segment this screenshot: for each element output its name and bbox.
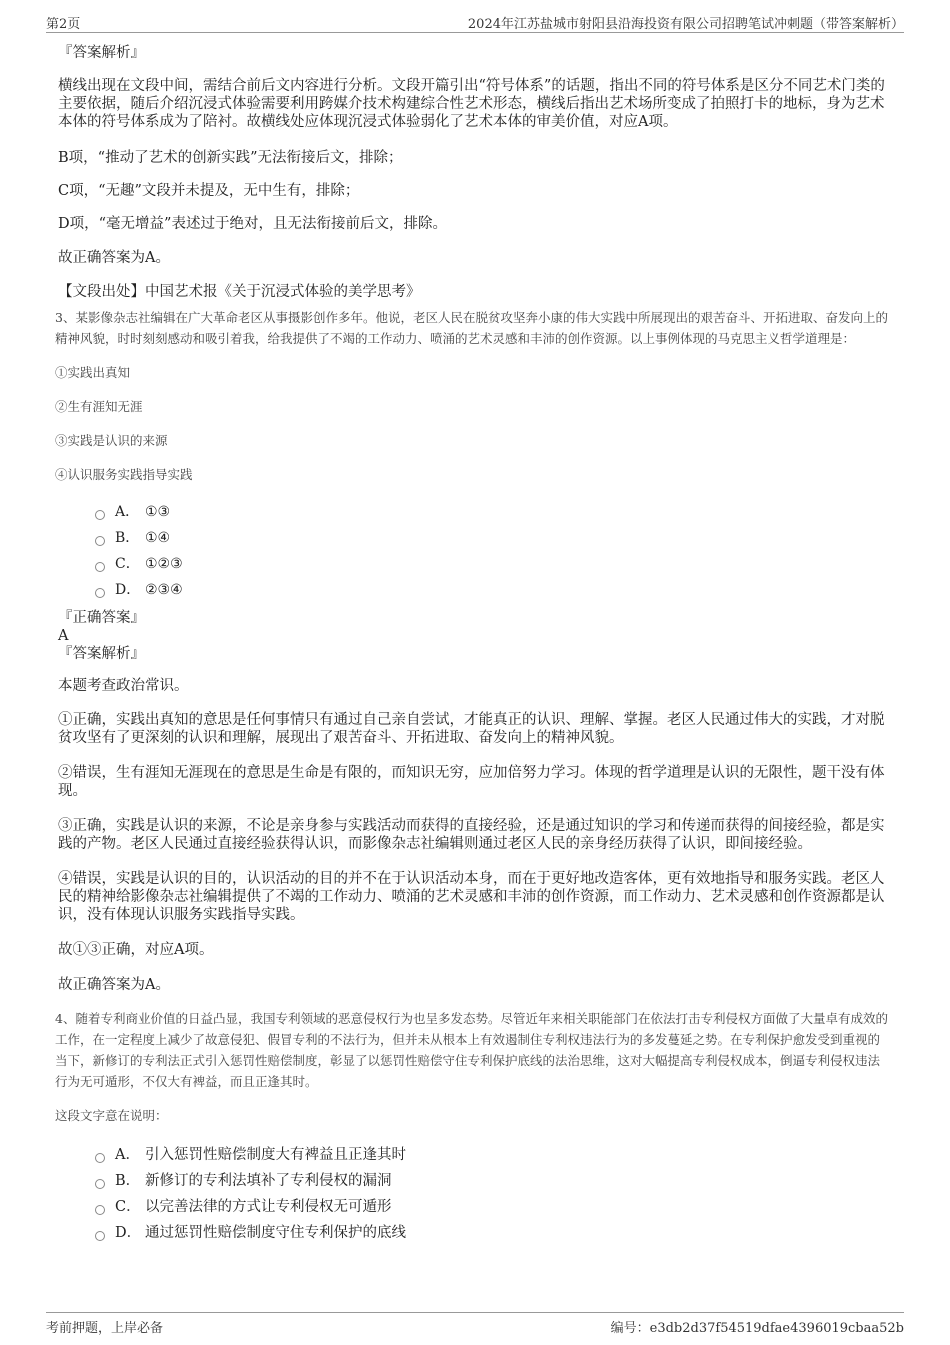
choice-b[interactable]: B． ①④ bbox=[95, 525, 892, 551]
q3-answer-block bbox=[55, 609, 892, 994]
footer-slogan: 考前押题，上岸必备 bbox=[46, 1321, 164, 1336]
analysis-paragraph: ②错误，生有涯知无涯现在的意思是生命是有限的，而知识无穷，应加倍努力学习。体现的哲学道理是认识的无限性，题干没有体现。 bbox=[58, 765, 885, 799]
question-4 bbox=[55, 1008, 892, 1246]
q2-analysis bbox=[55, 44, 892, 301]
radio-button[interactable] bbox=[95, 1231, 105, 1241]
answer-choices bbox=[55, 499, 892, 603]
radio-button[interactable] bbox=[95, 1153, 105, 1163]
analysis-paragraph: 故正确答案为A。 bbox=[58, 250, 170, 266]
analysis-paragraph: 故①③正确，对应A项。 bbox=[58, 942, 214, 958]
correct-answer-heading: 『正确答案』 bbox=[58, 610, 145, 626]
choice-c[interactable]: C． 以完善法律的方式让专利侵权无可遁形 bbox=[95, 1194, 892, 1220]
document-title: 2024年江苏盐城市射阳县沿海投资有限公司招聘笔试冲刺题（带答案解析） bbox=[467, 17, 904, 32]
analysis-paragraph: ④错误，实践是认识的目的，认识活动的目的并不在于认识活动本身，而在于更好地改造客体，更有效地指导和服务实践。老区人民的精神给影像杂志社编辑提供了不竭的工作动力、喷涌的艺术灵感和丰沛的创作资源，而工作动力、艺术灵感和创作资源都是认识，没有体现认识服务实践指导实践。 bbox=[58, 871, 885, 923]
radio-button[interactable] bbox=[95, 510, 105, 520]
statement-3: ③实践是认识的来源 bbox=[55, 433, 168, 448]
question-stem: 4、随着专利商业价值的日益凸显，我国专利领域的恶意侵权行为也呈多发态势。尽管近年来相关职能部门在依法打击专利侵权方面做了大量卓有成效的工作，在一定程度上减少了故意侵犯、假冒专利的不法行为，但并未从根本上有效遏制住专利权违法行为的多发蔓延之势。在专利保护愈发受到重视的当下，新修订的专利法正式引入惩罚性赔偿制度，彰显了以惩罚性赔偿守住专利保护底线的法治思维，这对大幅提高专利侵权成本，倒逼专利侵权违法行为无可遁形，不仅大有裨益，而且正逢其时。 bbox=[55, 1011, 888, 1089]
page-header bbox=[46, 10, 904, 33]
answer-choices bbox=[55, 1142, 892, 1246]
analysis-heading: 『答案解析』 bbox=[58, 45, 145, 61]
statement-4: ④认识服务实践指导实践 bbox=[55, 467, 193, 482]
analysis-paragraph: D项，“毫无增益”表述过于绝对，且无法衔接前后文，排除。 bbox=[58, 216, 447, 232]
question-3 bbox=[55, 307, 892, 994]
analysis-paragraph: ①正确，实践出真知的意思是任何事情只有通过自己亲自尝试，才能真正的认识、理解、掌握。老区人民通过伟大的实践，才对脱贫攻坚有了更深刻的认识和理解，展现出了艰苦奋斗、开拓进取、奋发向上的精神风貌。 bbox=[58, 712, 885, 746]
choice-a[interactable]: A． ①③ bbox=[95, 499, 892, 525]
statement-1: ①实践出真知 bbox=[55, 365, 131, 380]
question-prompt: 这段文字意在说明： bbox=[55, 1108, 168, 1123]
choice-a[interactable]: A． 引入惩罚性赔偿制度大有裨益且正逢其时 bbox=[95, 1142, 892, 1168]
main-content bbox=[55, 44, 892, 1246]
radio-button[interactable] bbox=[95, 536, 105, 546]
page-footer bbox=[46, 1312, 904, 1337]
document-id: 编号：e3db2d37f54519dfae4396019cbaa52b bbox=[610, 1321, 904, 1336]
choice-d[interactable]: D． 通过惩罚性赔偿制度守住专利保护的底线 bbox=[95, 1220, 892, 1246]
analysis-paragraph: 横线出现在文段中间，需结合前后文内容进行分析。文段开篇引出“符号体系”的话题，指出不同的符号体系是区分不同艺术门类的主要依据，随后介绍沉浸式体验需要利用跨媒介技术构建综合性艺术形态，横线后指出艺术场所变成了拍照打卡的地标，身为艺术本体的符号体系成为了陪衬。故横线处应体现沉浸式体验弱化了艺术本体的审美价值，对应A项。 bbox=[58, 78, 885, 130]
radio-button[interactable] bbox=[95, 1205, 105, 1215]
choice-c[interactable]: C． ①②③ bbox=[95, 551, 892, 577]
radio-button[interactable] bbox=[95, 1179, 105, 1189]
page-number: 第2页 bbox=[46, 17, 81, 32]
choice-d[interactable]: D． ②③④ bbox=[95, 577, 892, 603]
source-citation: 【文段出处】中国艺术报《关于沉浸式体验的美学思考》 bbox=[58, 284, 421, 300]
analysis-heading: 『答案解析』 bbox=[58, 646, 145, 662]
correct-answer: A bbox=[58, 628, 69, 644]
radio-button[interactable] bbox=[95, 588, 105, 598]
statement-2: ②生有涯知无涯 bbox=[55, 399, 143, 414]
choice-b[interactable]: B． 新修订的专利法填补了专利侵权的漏洞 bbox=[95, 1168, 892, 1194]
analysis-paragraph: 本题考查政治常识。 bbox=[58, 678, 189, 694]
radio-button[interactable] bbox=[95, 562, 105, 572]
analysis-paragraph: B项，“推动了艺术的创新实践”无法衔接后文，排除； bbox=[58, 150, 403, 166]
question-stem: 3、某影像杂志社编辑在广大革命老区从事摄影创作多年。他说，老区人民在脱贫攻坚奔小康的伟大实践中所展现出的艰苦奋斗、开拓进取、奋发向上的精神风貌，时时刻刻感动和吸引着我，给我提供了不竭的工作动力、喷涌的艺术灵感和丰沛的创作资源。以上事例体现的马克思主义哲学道理是： bbox=[55, 310, 888, 346]
analysis-paragraph: C项，“无趣”文段并未提及，无中生有，排除； bbox=[58, 183, 360, 199]
analysis-paragraph: ③正确，实践是认识的来源，不论是亲身参与实践活动而获得的直接经验，还是通过知识的学习和传递而获得的间接经验，都是实践的产物。老区人民通过直接经验获得认识，而影像杂志社编辑则通过老区人民的亲身经历获得了认识，即间接经验。 bbox=[58, 818, 885, 852]
analysis-paragraph: 故正确答案为A。 bbox=[58, 977, 170, 993]
